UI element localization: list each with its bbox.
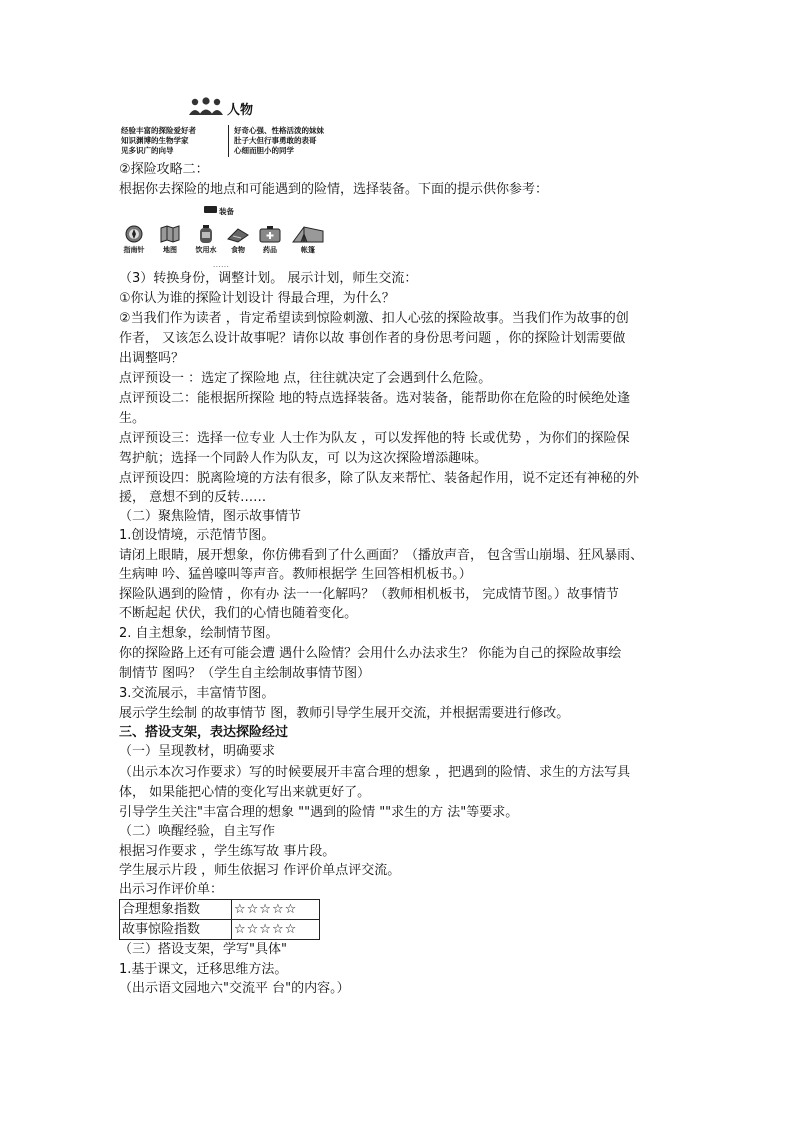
people-figure-divider bbox=[228, 125, 229, 157]
people-figure-right-list bbox=[234, 126, 324, 156]
equipment-item bbox=[291, 225, 325, 255]
text-line: 生病呻 吟、猛兽嚎叫等声音。教师根据学 生回答相机板书。） bbox=[119, 567, 472, 582]
section-heading: 三、搭设支架，表达探险经过 bbox=[119, 725, 289, 740]
equipment-item bbox=[255, 225, 285, 255]
text-line: 点评预设一 ：选定了探险地 点，往往就决定了会遇到什么危险。 bbox=[119, 371, 492, 386]
medicine-kit-icon bbox=[259, 225, 281, 243]
people-right-item: 肚子大但行事勇敢的表哥 bbox=[234, 136, 317, 145]
tent-icon bbox=[292, 225, 324, 243]
text-line: （3）转换身份，调整计划。 展示计划，师生交流： bbox=[119, 271, 418, 286]
table-cell-stars: ☆☆☆☆☆ bbox=[232, 900, 320, 920]
text-line: 援， 意想不到的反转…… bbox=[119, 490, 267, 505]
people-right-item: 心细而胆小的同学 bbox=[234, 146, 294, 155]
people-figure-left-list bbox=[121, 126, 196, 156]
text-line: 出示习作评价单： bbox=[119, 882, 224, 897]
equipment-label: 地图 bbox=[163, 246, 177, 254]
section-heading: （二）唤醒经验，自主写作 bbox=[119, 824, 276, 839]
table-cell-item: 合理想象指数 bbox=[120, 900, 232, 920]
text-line: 驾护航；选择一个同龄人作为队友，可 以为这次探险增添趣味。 bbox=[119, 451, 488, 466]
compass-icon bbox=[125, 225, 143, 243]
evaluation-table bbox=[119, 899, 320, 940]
equipment-label: 药品 bbox=[263, 246, 277, 254]
equipment-figure bbox=[119, 205, 329, 269]
text-line: 体， 如果能把心情的变化写出来就更好了。 bbox=[119, 785, 371, 800]
text-line: 展示学生绘制 的故事情节 图，教师引导学生展开交流，并根据需要进行修改。 bbox=[119, 706, 570, 721]
equipment-label: 帐篷 bbox=[301, 246, 315, 254]
people-left-item: 见多识广的向导 bbox=[121, 146, 174, 155]
equipment-item bbox=[191, 225, 221, 255]
equipment-label: 饮用水 bbox=[195, 246, 217, 254]
table-cell-stars: ☆☆☆☆☆ bbox=[232, 920, 320, 940]
water-bottle-icon bbox=[198, 225, 214, 243]
text-line: 点评预设三：选择一位专业 人士作为队友 ，可以发挥他的特 长或优势 ，为你们的探险保 bbox=[119, 431, 630, 446]
text-line: 请闭上眼睛，展开想象，你仿佛看到了什么画面？（播放声音， 包含雪山崩塌、狂风暴雨、 bbox=[119, 548, 644, 563]
equipment-label: 食物 bbox=[231, 246, 245, 254]
text-line: 1.创设情境，示范情节图。 bbox=[119, 528, 275, 543]
text-line: （出示本次习作要求）写的时候要展开丰富合理的想象 ，把遇到的险情、求生的方法写具 bbox=[119, 765, 631, 780]
map-icon bbox=[160, 225, 180, 243]
text-line: 3.交流展示，丰富情节图。 bbox=[119, 686, 275, 701]
text-line: ②探险攻略二： bbox=[119, 162, 209, 177]
people-figure bbox=[119, 96, 449, 162]
text-line: 生。 bbox=[119, 411, 146, 426]
people-figure-title: 人物 bbox=[227, 103, 254, 118]
text-line: （出示语文园地六"交流平 台"的内容。） bbox=[119, 981, 350, 996]
text-line: ①你认为谁的探险计划设计 得最合理，为什么？ bbox=[119, 291, 395, 306]
text-line: 不断起起 伏伏，我们的心情也随着变化。 bbox=[119, 606, 358, 621]
equipment-label: 指南针 bbox=[123, 246, 145, 254]
section-heading: （三）搭设支架，学写"具体" bbox=[119, 942, 287, 957]
table-cell-item: 故事惊险指数 bbox=[120, 920, 232, 940]
text-line: 点评预设二：能根据所探险 地的特点选择装备。选对装备，能帮助你在危险的时候绝处逢 bbox=[119, 391, 631, 406]
text-line: 作者， 又该怎么设计故事呢？请你以故 事创作者的身份思考问题 ，你的探险计划需要做 bbox=[119, 331, 626, 346]
equipment-item bbox=[223, 225, 253, 255]
text-line: 你的探险路上还有可能会遭 遇什么险情？会用什么办法求生？ 你能为自己的探险故事绘 bbox=[119, 646, 622, 661]
people-left-item: 经验丰富的探险爱好者 bbox=[121, 126, 196, 135]
text-line: 点评预设四：脱离险境的方法有很多，除了队友来帮忙、装备起作用，说不定还有神秘的外 bbox=[119, 471, 640, 486]
equipment-figure-title: 装备 bbox=[219, 207, 234, 216]
people-right-item: 好奇心强、性格活泼的妹妹 bbox=[234, 126, 324, 135]
text-line: 学生展示片段 ，师生依据习 作评价单点评交流。 bbox=[119, 863, 401, 878]
equipment-item bbox=[155, 225, 185, 255]
table-row bbox=[120, 900, 320, 920]
section-heading: （二）聚焦险情，图示故事情节 bbox=[119, 509, 302, 524]
section-heading: （一）呈现教材，明确要求 bbox=[119, 744, 276, 759]
text-line: ②当我们作为读者 ，肯定希望读到惊险刺激、扣人心弦的探险故事。当我们作为故事的创 bbox=[119, 311, 629, 326]
text-line: 制情节 图吗？（学生自主绘制故事情节图） bbox=[119, 666, 371, 681]
text-line: 2. 自主想象，绘制情节图。 bbox=[119, 626, 279, 641]
text-line: 引导学生关注"丰富合理的想象 ""遇到的险情 ""求生的方 法"等要求。 bbox=[119, 805, 519, 820]
bag-icon bbox=[204, 205, 217, 214]
equipment-more: ...... bbox=[213, 261, 230, 269]
text-line: 探险队遇到的险情 ，你有办 法一一化解吗？（教师相机板书， 完成情节图。）故事情节 bbox=[119, 587, 619, 602]
table-row bbox=[120, 920, 320, 940]
people-left-item: 知识渊博的生物学家 bbox=[121, 136, 189, 145]
text-line: 根据习作要求 ，学生练写故 事片段。 bbox=[119, 844, 336, 859]
people-icon bbox=[189, 97, 223, 115]
text-line: 出调整吗？ bbox=[119, 351, 185, 366]
text-line: 1.基于课文，迁移思维方法。 bbox=[119, 962, 288, 977]
food-icon bbox=[227, 225, 249, 243]
equipment-item bbox=[119, 225, 149, 255]
text-line: 根据你去探险的地点和可能遇到的险情，选择装备。下面的提示供你参考： bbox=[119, 182, 549, 197]
